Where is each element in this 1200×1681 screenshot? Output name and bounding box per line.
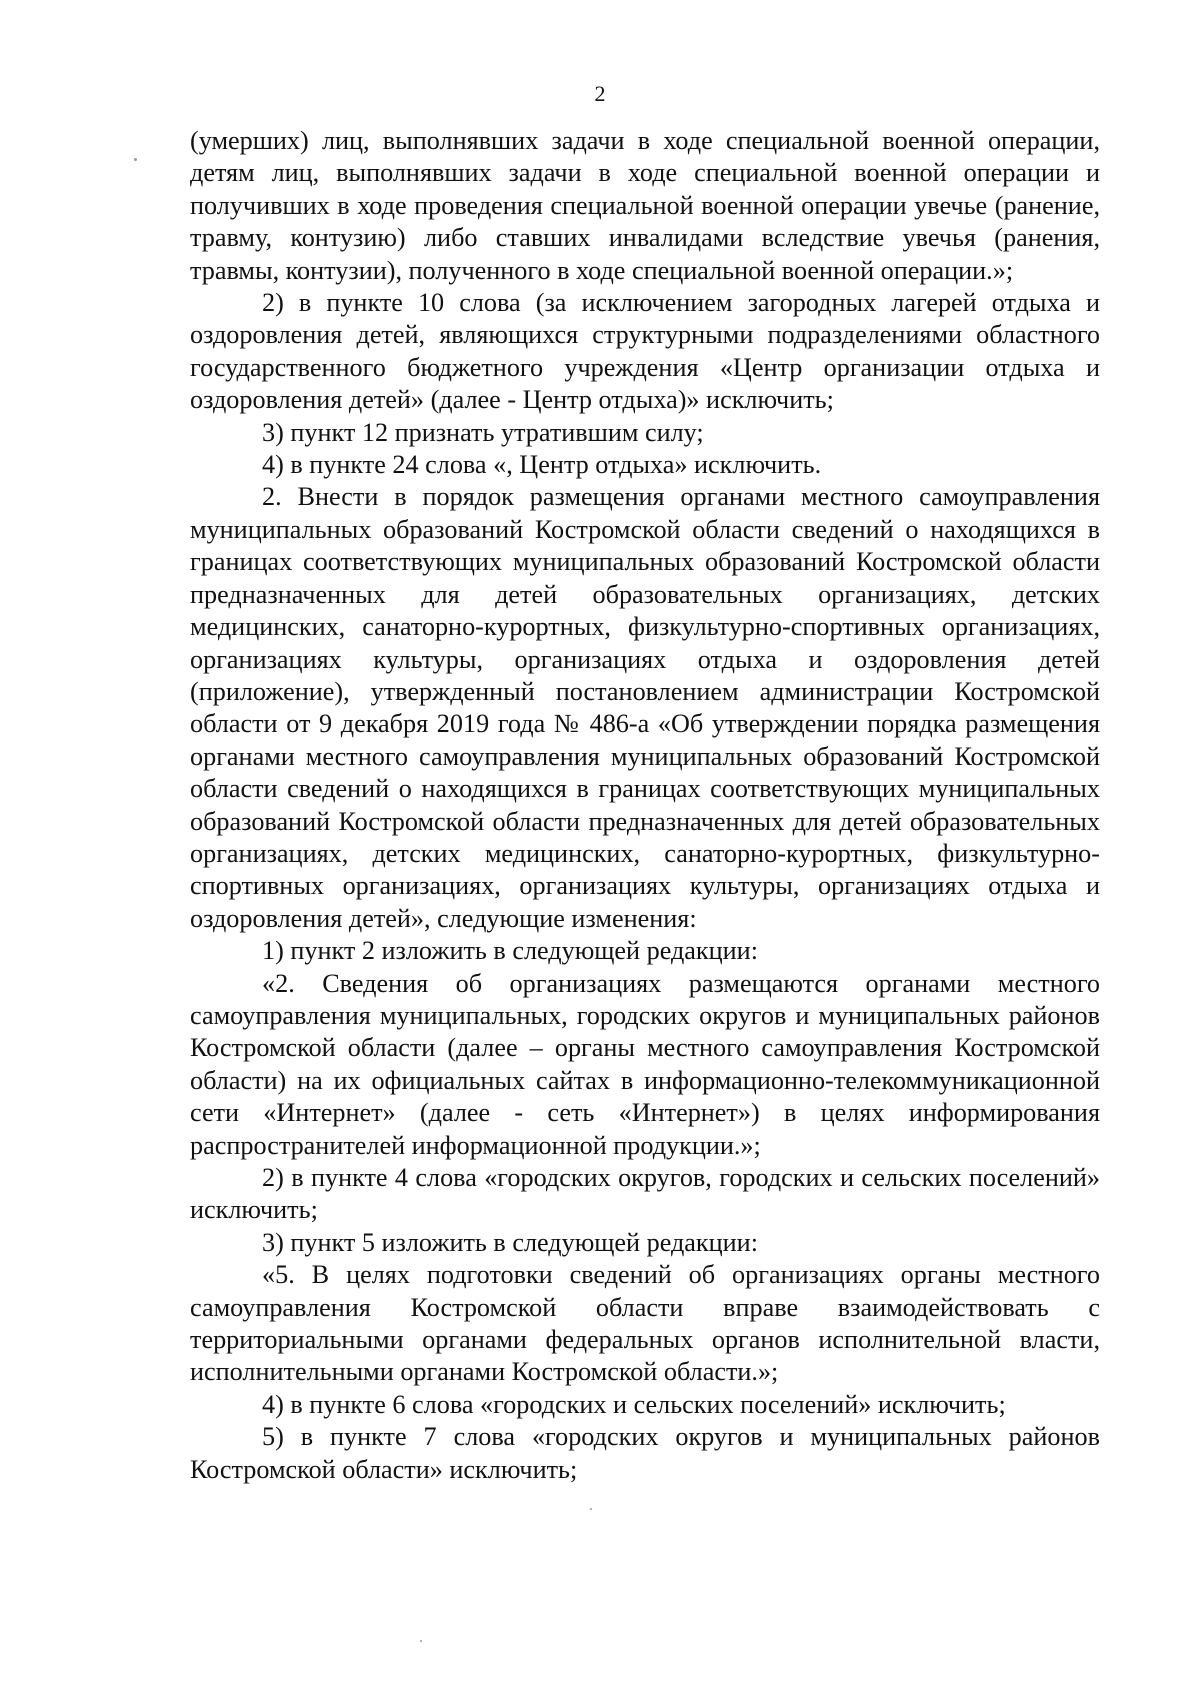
paragraph: «5. В целях подготовки сведений об организациях органы местного самоуправления Костромской области вправе взаимодействовать с территориальными органами федеральных органов исполнительной власти, исполнительными органами Костромской области.»; bbox=[190, 1260, 1100, 1387]
paragraph: 2) в пункте 10 слова (за исключением загородных лагерей отдыха и оздоровления детей, являющихся структурными подразделениями областного государственного бюджетного учреждения «Центр организации отдыха и оздоровления детей» (далее - Центр отдыха)» исключить; bbox=[190, 288, 1100, 415]
scan-speck bbox=[590, 1508, 592, 1510]
paragraph: 4) в пункте 6 слова «городских и сельских поселений» исключить; bbox=[262, 1389, 1006, 1419]
paragraph: 3) пункт 5 изложить в следующей редакции: bbox=[262, 1227, 758, 1257]
paragraph: 1) пункт 2 изложить в следующей редакции: bbox=[262, 936, 758, 966]
scan-speck bbox=[420, 1640, 422, 1642]
scan-speck bbox=[134, 158, 137, 161]
paragraph: 2) в пункте 4 слова «городских округов, городских и сельских поселений» исключить; bbox=[190, 1163, 1100, 1225]
paragraph: «2. Сведения об организациях размещаются органами местного самоуправления муниципальных, городских округов и муниципальных районов Костромской области (далее – органы местного самоуправления Костромской области) на их официальных сайтах в информационно-телекоммуникационной сети «Интернет» (далее - сеть «Интернет») в целях информирования распространителей информационной продукции.»; bbox=[190, 968, 1100, 1160]
paragraph: (умерших) лиц, выполнявших задачи в ходе специальной военной операции, детям лиц, выполнявших задачи в ходе специальной военной операции и получивших в ходе проведения специальной военной операции увечье (ранение, травму, контузию) либо ставших инвалидами вследствие увечья (ранения, травмы, контузии), полученного в ходе специальной военной операции.»; bbox=[190, 126, 1100, 285]
paragraph: 3) пункт 12 признать утратившим силу; bbox=[262, 417, 704, 447]
page-number: 2 bbox=[594, 81, 606, 106]
document-body bbox=[190, 125, 1100, 1486]
paragraph: 2. Внести в порядок размещения органами местного самоуправления муниципальных образований Костромской области сведений о находящихся в границах соответствующих муниципальных образований Костромской области предназначенных для детей образовательных организациях, детских медицинских, санаторно-курортных, физкультурно-спортивных организациях, организациях культуры, организациях отдыха и оздоровления детей (приложение), утвержденный постановлением администрации Костромской области от 9 декабря 2019 года № 486-а «Об утверждении порядка размещения органами местного самоуправления муниципальных образований Костромской области сведений о находящихся в границах соответствующих муниципальных образований Костромской области предназначенных для детей образовательных организациях, детских медицинских, санаторно-курортных, физкультурно-спортивных организациях, организациях культуры, организациях отдыха и оздоровления детей», следующие изменения: bbox=[190, 482, 1100, 933]
paragraph: 4) в пункте 24 слова «, Центр отдыха» исключить. bbox=[262, 450, 822, 480]
paragraph: 5) в пункте 7 слова «городских округов и муниципальных районов Костромской области» исключить; bbox=[190, 1422, 1100, 1484]
